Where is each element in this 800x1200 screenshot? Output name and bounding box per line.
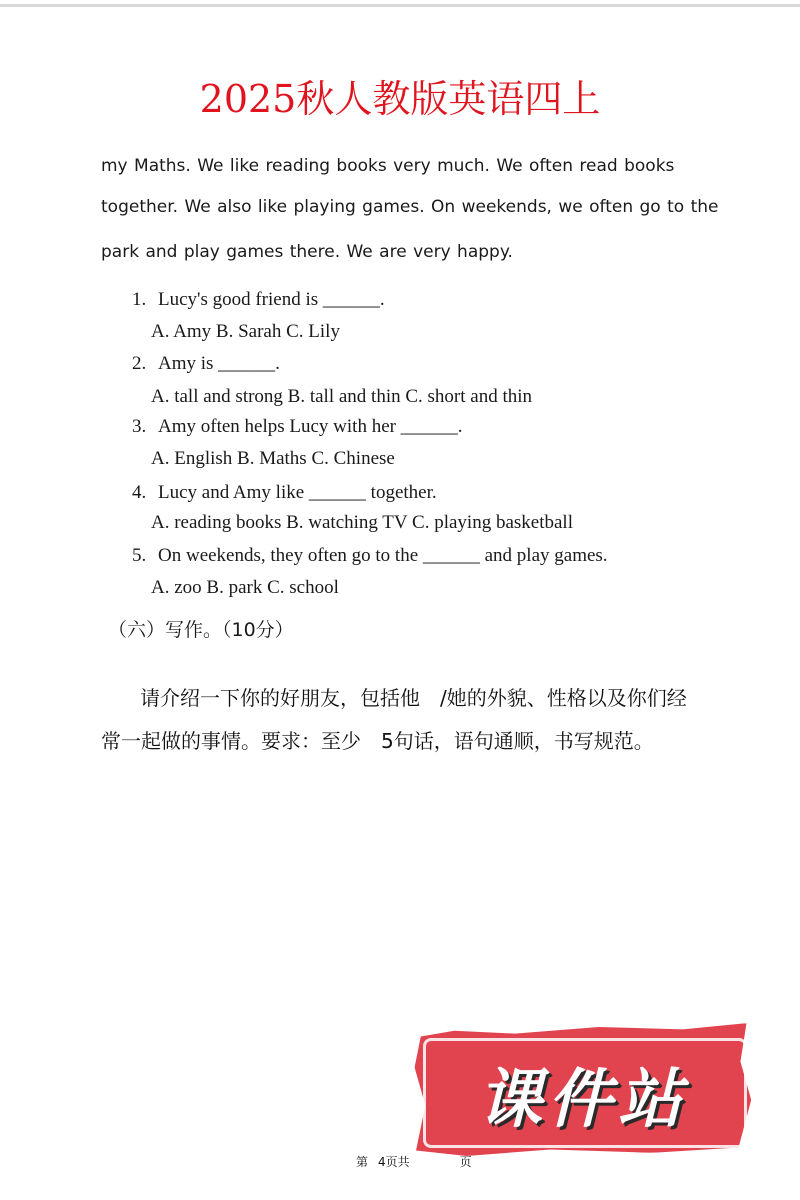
writing-prompt-line-2: 常一起做的事情。要求：至少 5句话，语句通顺，书写规范。 <box>101 729 654 753</box>
question-text: Lucy's good friend is ______. <box>158 289 385 310</box>
question-2 <box>132 353 280 375</box>
question-number: 1. <box>132 289 147 310</box>
page-title: 2025秋人教版英语四上 <box>199 77 601 121</box>
question-4 <box>132 482 437 504</box>
question-number: 5. <box>132 545 147 566</box>
question-text: Lucy and Amy like ______ together. <box>158 482 437 503</box>
footer-page-number: 4页共 <box>378 1155 410 1169</box>
question-text: Amy often helps Lucy with her ______. <box>158 416 463 437</box>
passage-line-2: together. We also like playing games. On weekends, we often go to the <box>101 197 719 217</box>
question-text: On weekends, they often go to the ______ and play games. <box>158 545 608 566</box>
question-number: 4. <box>132 482 147 503</box>
question-5 <box>132 545 608 567</box>
question-2-options: A. tall and strong B. tall and thin C. short and thin <box>151 386 533 407</box>
question-5-options: A. zoo B. park C. school <box>151 577 339 598</box>
question-1-options: A. Amy B. Sarah C. Lily <box>151 321 340 342</box>
question-number: 2. <box>132 353 147 374</box>
passage-line-3: park and play games there. We are very happy. <box>101 242 513 262</box>
question-3 <box>132 416 462 438</box>
question-number: 3. <box>132 416 147 437</box>
writing-section-heading: （六）写作。（10分） <box>108 619 294 641</box>
footer-page-prefix: 第 <box>356 1155 369 1169</box>
question-text: Amy is ______. <box>158 353 280 374</box>
top-divider <box>0 4 800 7</box>
watermark-stamp <box>415 1018 767 1158</box>
question-3-options: A. English B. Maths C. Chinese <box>151 448 395 469</box>
page-footer <box>356 1153 482 1170</box>
passage-line-1: my Maths. We like reading books very much. We often read books <box>101 156 675 176</box>
stamp-logo-text: 课件站 <box>478 1063 688 1137</box>
question-4-options: A. reading books B. watching TV C. playing basketball <box>151 512 573 533</box>
footer-page-suffix: 页 <box>459 1155 472 1169</box>
question-1 <box>132 289 385 311</box>
writing-prompt-line-1: 请介绍一下你的好朋友，包括他 /她的外貌、性格以及你们经 <box>140 686 687 710</box>
